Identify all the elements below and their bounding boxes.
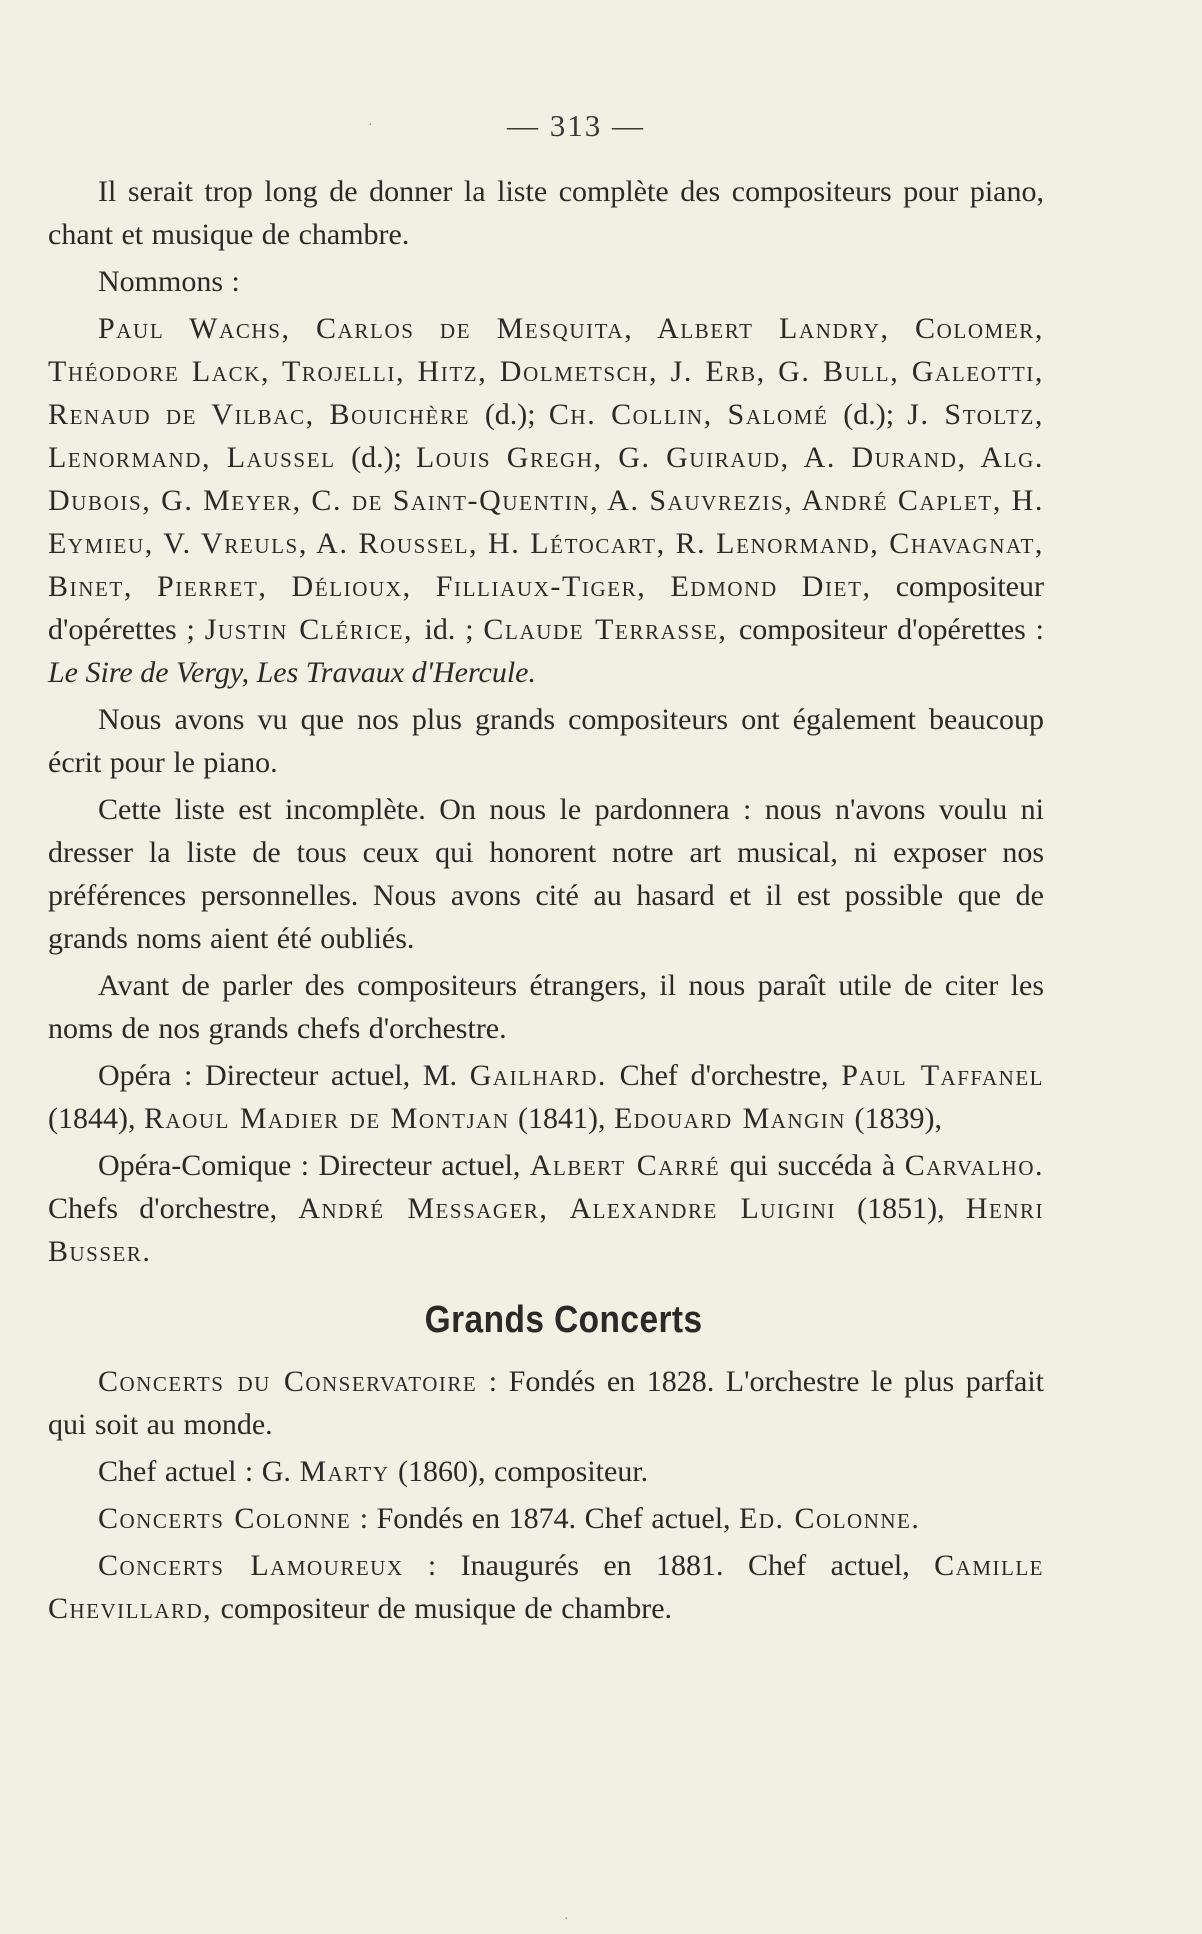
page-number: — 313 — — [507, 108, 645, 143]
opera-text-i: (1839), — [845, 1102, 942, 1135]
names-part-1-dl: (d.); — [484, 398, 549, 431]
composer-names-paragraph — [48, 307, 1044, 694]
concerts-colonne-paragraph — [48, 1497, 1044, 1540]
conservatoire-chef-name: Marty — [299, 1455, 390, 1488]
intro-paragraph: Il serait trop long de donner la liste complète des compositeurs pour piano, chant et musique de chambre. — [48, 175, 1044, 251]
names-part-3-dl: (d.); — [351, 441, 416, 474]
names-part-6-role: compositeur d'opérettes : — [738, 613, 1044, 646]
opera-conductor-2: Raoul Madier de Montjan — [143, 1102, 510, 1135]
names-part-4: Louis Gregh, G. Guiraud, A. Durand, Alg. Dubois, G. Meyer, C. de Saint-Quentin, A. Sauvrezis, André Caplet, H. Eymieu, V. Vreuls, A. Roussel, H. Létocart, R. Lenormand, Chavagnat, Binet, Pierret, Délioux, Filliaux-Tiger, Edmond Diet, — [48, 441, 1044, 603]
speck-mark: · — [368, 118, 373, 133]
opera-text-a: Opéra : Directeur actuel, M. — [98, 1059, 470, 1092]
oc-text-c: qui succéda à — [720, 1149, 905, 1182]
concerts-lamoureux-name: Concerts Lamoureux — [98, 1549, 404, 1582]
concerts-lamoureux-paragraph — [48, 1544, 1044, 1630]
concerts-lamoureux-rest: compositeur de musique de chambre. — [212, 1592, 673, 1625]
nommons-paragraph: Nommons : — [98, 265, 240, 298]
names-part-1: Paul Wachs, Carlos de Mesquita, Albert Landry, Colomer, Théodore Lack, Trojelli, Hitz, Dolmetsch, J. Erb, G. Bull, Galeotti, Renaud de Vilbac, Bouichère — [48, 312, 1044, 431]
oc-predecessor-name: Carvalho. — [904, 1149, 1045, 1182]
concerts-colonne-name: Concerts Colonne — [98, 1502, 352, 1535]
conservatoire-chef-c: (1860), compositeur. — [389, 1455, 649, 1488]
concerts-lamoureux-chef: Camille Chevillard, — [48, 1549, 1044, 1625]
opera-paragraph — [48, 1054, 1044, 1140]
conservatoire-chef-a: Chef actuel : G. — [98, 1455, 300, 1488]
names-part-5: Justin Clérice, — [204, 613, 425, 646]
names-part-4-role: compositeur d'opérettes ; — [48, 570, 1044, 646]
oc-director-name: Albert Carré — [529, 1149, 721, 1182]
oc-text-a: Opéra-Comique : Directeur actuel, — [98, 1149, 530, 1182]
opera-director-name: Gailhard. — [469, 1059, 607, 1092]
conservatoire-chef-paragraph — [48, 1450, 1044, 1493]
names-part-3: J. Stoltz, Lenormand, Laussel — [48, 398, 1044, 474]
names-part-6-works: Le Sire de Vergy, Les Travaux d'Hercule. — [48, 656, 536, 689]
speck-mark: · — [564, 1912, 569, 1927]
piano-paragraph: Nous avons vu que nos plus grands compositeurs ont également beaucoup écrit pour le piano. — [48, 703, 1044, 779]
names-part-2-dl: (d.); — [843, 398, 908, 431]
opera-comique-paragraph — [48, 1144, 1044, 1273]
opera-text-e: (1844), — [48, 1102, 144, 1135]
concerts-lamoureux-text: : Inaugurés en 1881. Chef actuel, — [403, 1549, 935, 1582]
concerts-conservatoire-paragraph — [48, 1360, 1044, 1446]
conductors-intro-paragraph: Avant de parler des compositeurs étrangers, il nous paraît utile de citer les noms de nos grands chefs d'orchestre. — [48, 969, 1044, 1045]
opera-conductor-1: Paul Taffanel — [841, 1059, 1044, 1092]
opera-text-c: Chef d'orchestre, — [606, 1059, 842, 1092]
concerts-colonne-chef: Ed. Colonne. — [739, 1502, 921, 1535]
incomplete-list-paragraph: Cette liste est incomplète. On nous le pardonnera : nous n'avons voulu ni dresser la liste de tous ceux qui honorent notre art musical, ni exposer nos préférences personnelles. Nous avons cité au hasard et il est possible que de grands noms aient été oubliés. — [48, 793, 1044, 955]
concerts-conservatoire-name: Concerts du Conservatoire — [98, 1365, 478, 1398]
names-part-5-id: id. ; — [424, 613, 484, 646]
opera-conductor-3: Edouard Mangin — [613, 1102, 846, 1135]
section-heading: Grands Concerts — [424, 1299, 703, 1341]
concerts-conservatoire-text: : Fondés en 1828. L'orchestre le plus parfait qui soit au monde. — [48, 1365, 1044, 1441]
concerts-colonne-text: : Fondés en 1874. Chef actuel, — [351, 1502, 740, 1535]
names-part-6: Claude Terrasse, — [483, 613, 739, 646]
oc-conductor-busser: Henri Busser. — [48, 1192, 1044, 1268]
oc-conductors: André Messager, Alexandre Luigini — [298, 1192, 836, 1225]
oc-text-g: (1851), — [835, 1192, 966, 1225]
opera-text-g: (1841), — [509, 1102, 614, 1135]
oc-text-e: Chefs d'orchestre, — [48, 1192, 299, 1225]
names-part-2: Ch. Collin, Salomé — [548, 398, 844, 431]
